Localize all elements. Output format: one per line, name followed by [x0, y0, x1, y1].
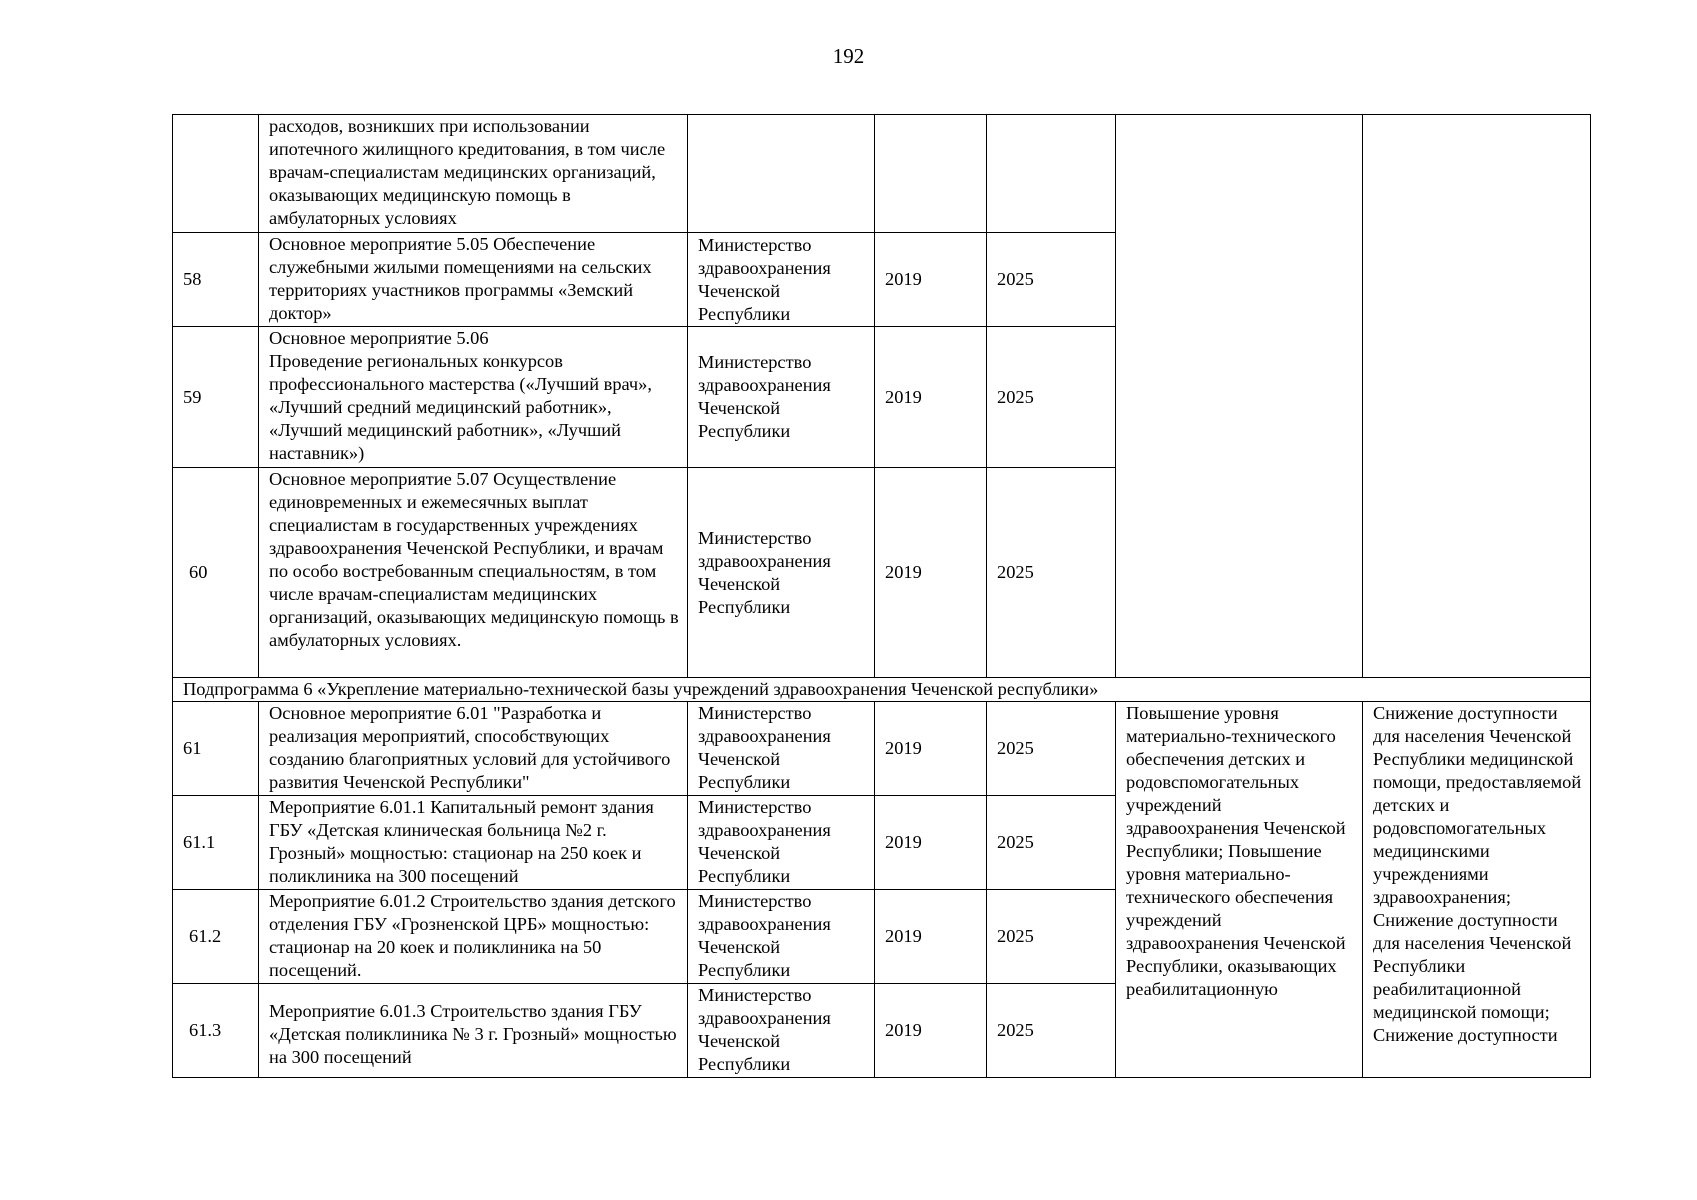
table-row: [173, 702, 1591, 796]
start-year: 2019: [875, 796, 987, 890]
executor: Министерство здравоохранения Чеченской Республики: [688, 468, 875, 678]
expected-result-cell: [1116, 115, 1363, 678]
end-year: 2025: [987, 468, 1116, 678]
activity-description: Основное мероприятие 6.01 "Разработка и реализация мероприятий, способствующих созданию благоприятных условий для устойчивого развития Чеченской Республики": [259, 702, 688, 796]
activity-description: Мероприятие 6.01.2 Строительство здания детского отделения ГБУ «Грозненской ЦРБ» мощностью: стационар на 20 коек и поликлиника на 50 посещений.: [259, 890, 688, 984]
table-row: [173, 115, 1591, 233]
activity-description: Основное мероприятие 5.05 Обеспечение служебными жилыми помещениями на сельских территориях участников программы «Земский доктор»: [259, 233, 688, 327]
end-year: 2025: [987, 890, 1116, 984]
consequence-cell: Снижение доступности для населения Чеченской Республики медицинской помощи, предоставляемой детских и родовспомогательных медицинскими учреждениями здравоохранения; Снижение доступности для населения Чеченской Республики реабилитационной медицинской помощи; Снижение доступности: [1363, 702, 1591, 1078]
executor: Министерство здравоохранения Чеченской Республики: [688, 702, 875, 796]
row-number: 61.3: [173, 984, 259, 1078]
program-activities-table: [172, 114, 1591, 1078]
start-year: 2019: [875, 233, 987, 327]
row-number: 61.1: [173, 796, 259, 890]
consequence-cell: [1363, 115, 1591, 678]
end-year: 2025: [987, 327, 1116, 468]
end-year: [987, 115, 1116, 233]
row-number: 58: [173, 233, 259, 327]
end-year: 2025: [987, 702, 1116, 796]
executor: Министерство здравоохранения Чеченской Республики: [688, 796, 875, 890]
activity-description: Основное мероприятие 5.07 Осуществление единовременных и ежемесячных выплат специалистам в государственных учреждениях здравоохранения Чеченской Республики, и врачам по особо востребованным специальностям, в том числе врачам-специалистам медицинских организаций, оказывающих медицинскую помощь в амбулаторных условиях.: [259, 468, 688, 678]
start-year: 2019: [875, 984, 987, 1078]
executor: Министерство здравоохранения Чеченской Республики: [688, 984, 875, 1078]
start-year: 2019: [875, 890, 987, 984]
row-number: 59: [173, 327, 259, 468]
activity-description: Мероприятие 6.01.3 Строительство здания ГБУ «Детская поликлиника № 3 г. Грозный» мощностью на 300 посещений: [259, 984, 688, 1078]
activity-description: Основное мероприятие 5.06 Проведение региональных конкурсов профессионального мастерства («Лучший врач», «Лучший средний медицинский работник», «Лучший медицинский работник», «Лучший наставник»): [259, 327, 688, 468]
start-year: 2019: [875, 702, 987, 796]
executor: Министерство здравоохранения Чеченской Республики: [688, 890, 875, 984]
row-number: 61.2: [173, 890, 259, 984]
subprogram-title: Подпрограмма 6 «Укрепление материально-технической базы учреждений здравоохранения Чеченской республики»: [173, 678, 1591, 702]
row-number: [173, 115, 259, 233]
page-number: 192: [832, 44, 865, 68]
activity-description: Мероприятие 6.01.1 Капитальный ремонт здания ГБУ «Детская клиническая больница №2 г. Грозный» мощностью: стационар на 250 коек и поликлиника на 300 посещений: [259, 796, 688, 890]
end-year: 2025: [987, 984, 1116, 1078]
executor: Министерство здравоохранения Чеченской Республики: [688, 233, 875, 327]
expected-result-cell: Повышение уровня материально-технического обеспечения детских и родовспомогательных учреждений здравоохранения Чеченской Республики; Повышение уровня материально-технического обеспечения учреждений здравоохранения Чеченской Республики, оказывающих реабилитационную: [1116, 702, 1363, 1078]
executor: [688, 115, 875, 233]
subprogram-header-row: [173, 678, 1591, 702]
end-year: 2025: [987, 796, 1116, 890]
start-year: 2019: [875, 327, 987, 468]
start-year: [875, 115, 987, 233]
row-number: 61: [173, 702, 259, 796]
row-number: 60: [173, 468, 259, 678]
end-year: 2025: [987, 233, 1116, 327]
executor: Министерство здравоохранения Чеченской Республики: [688, 327, 875, 468]
activity-description: расходов, возникших при использовании ипотечного жилищного кредитования, в том числе врачам-специалистам медицинских организаций, оказывающих медицинскую помощь в амбулаторных условиях: [259, 115, 688, 233]
start-year: 2019: [875, 468, 987, 678]
